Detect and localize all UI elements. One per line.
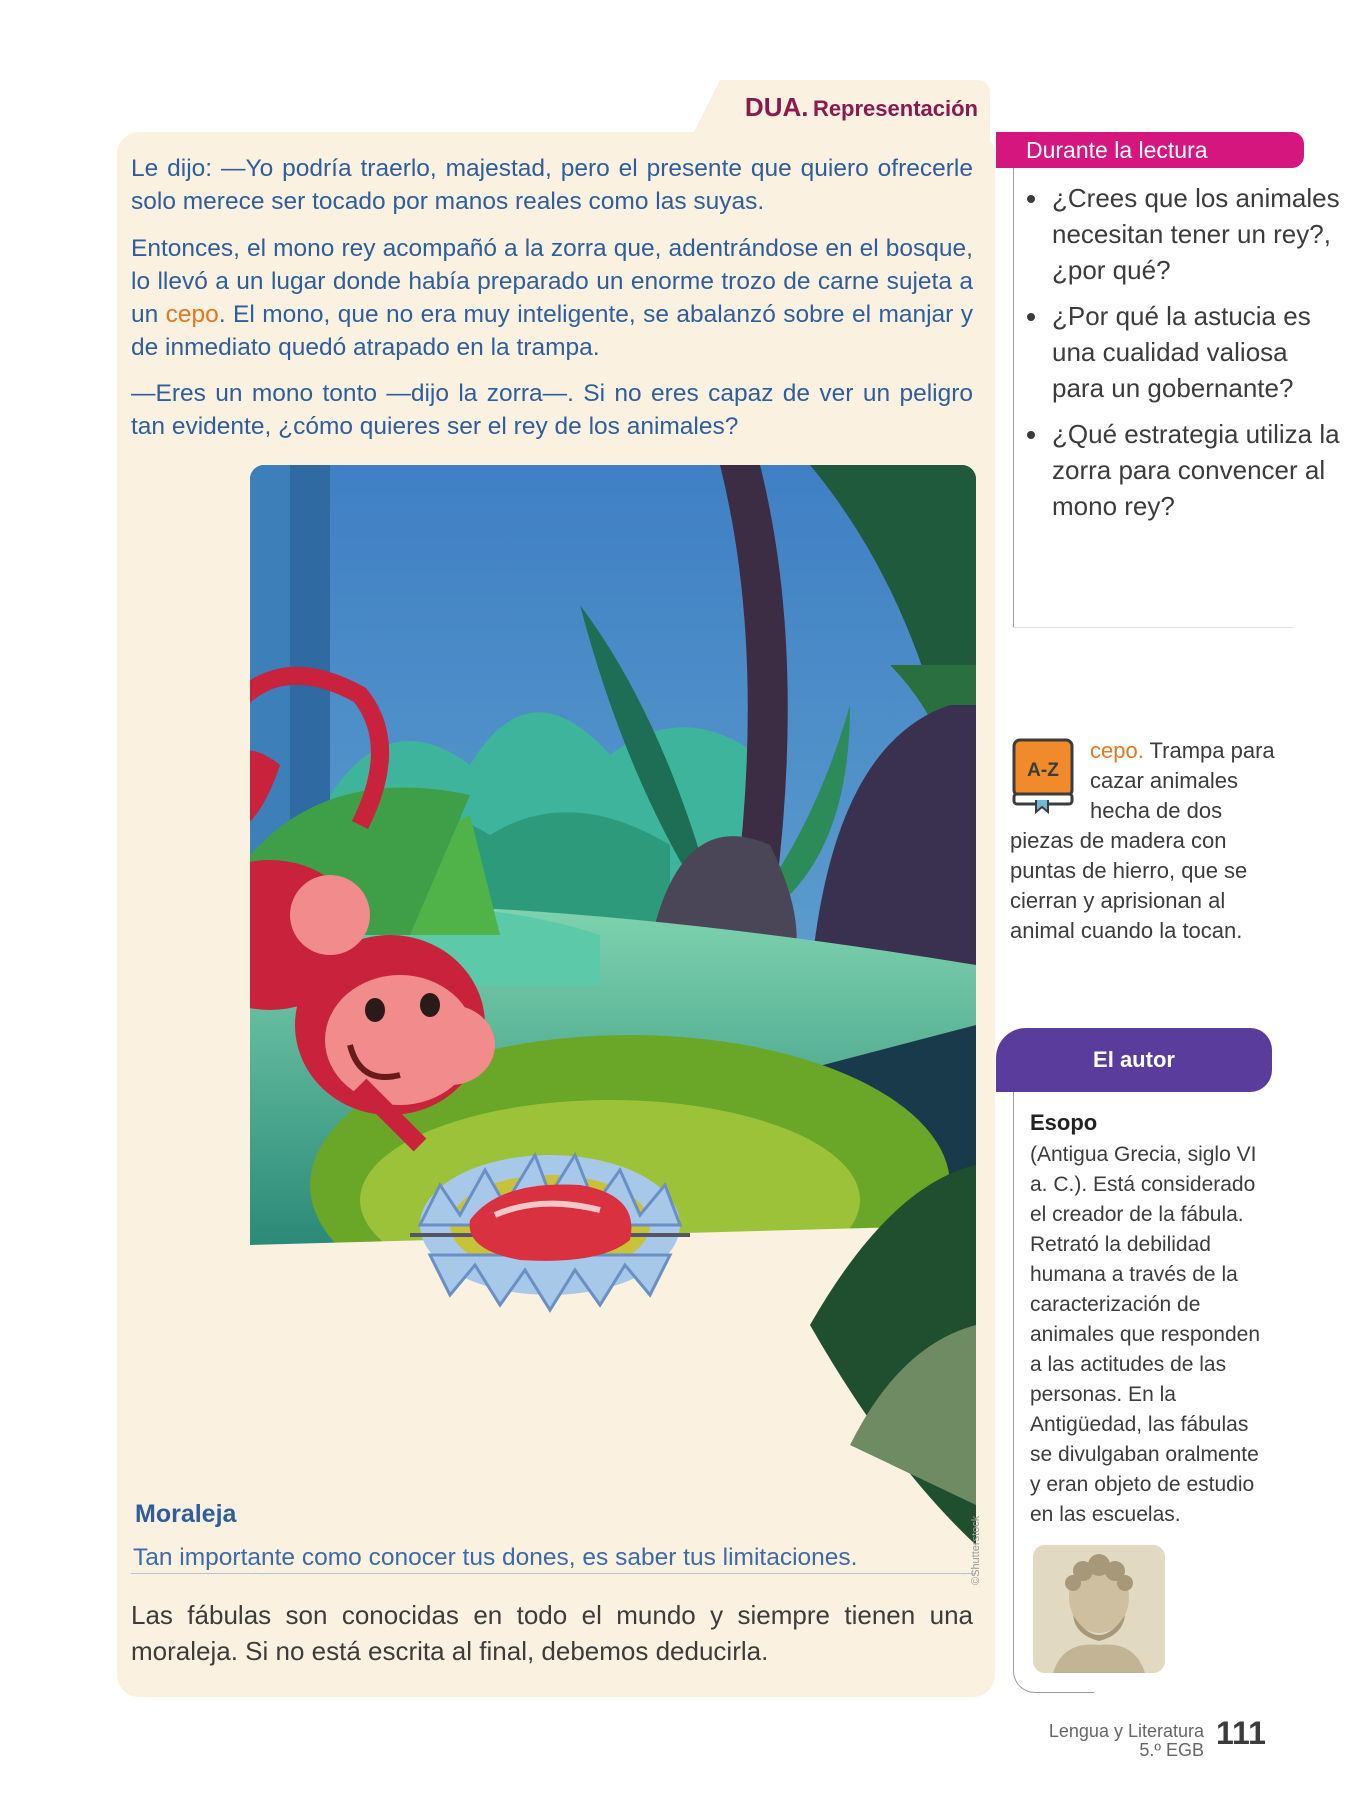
footer-grade: 5.º EGB bbox=[1139, 1740, 1204, 1760]
aesop-bust-image bbox=[1033, 1545, 1165, 1673]
durante-lectura-rule bbox=[1013, 168, 1014, 628]
story-paragraph-2 bbox=[131, 232, 973, 364]
glossary-definition: Trampa para cazar animales hecha de dos piezas de madera con puntas de hierro, que se cierran y aprisionan al animal cuando la tocan. bbox=[1010, 738, 1275, 943]
closing-paragraph: Las fábulas son conocidas en todo el mundo y siempre tienen una moraleja. Si no está escrita al final, debemos deducirla. bbox=[131, 1600, 973, 1666]
glossary-term: cepo. bbox=[1090, 738, 1144, 763]
durante-lectura-title: Durante la lectura bbox=[1026, 137, 1208, 163]
footer-subject-name: Lengua y Literatura bbox=[1048, 1721, 1204, 1741]
durante-lectura-rule-bottom bbox=[1013, 627, 1293, 628]
autor-header: El autor bbox=[996, 1028, 1272, 1092]
page-number: 111 bbox=[1216, 1715, 1266, 1751]
dua-type: Representación bbox=[812, 96, 978, 121]
question-list bbox=[1020, 180, 1340, 534]
image-credit: ©Shutterstock bbox=[970, 1515, 982, 1585]
dua-prefix: DUA. bbox=[744, 92, 809, 122]
monkey-trap-illustration bbox=[250, 465, 976, 1575]
glossary-entry bbox=[1010, 736, 1290, 946]
story-paragraph-1: Le dijo: —Yo podría traerlo, majestad, pero el presente que quiero ofrecerle solo merece ser tocado por manos reales como las suyas. bbox=[131, 155, 973, 215]
question-item: • ¿Crees que los animales necesitan tener un rey?, ¿por qué? bbox=[1050, 180, 1340, 288]
autor-name: Esopo bbox=[1030, 1110, 1098, 1135]
dua-label bbox=[700, 92, 978, 123]
footer-subject bbox=[1000, 1722, 1204, 1760]
story-text: Entonces, el mono rey acompañó a la zorra que, adentrándose en el bosque, lo llevó a un lugar donde había preparado un enorme trozo de carne sujeta a un bbox=[131, 235, 973, 328]
story-paragraph-3: —Eres un mono tonto —dijo la zorra—. Si no eres capaz de ver un peligro tan evidente, ¿cómo quieres ser el rey de los animales? bbox=[131, 380, 973, 440]
glossary-icon-label: A-Z bbox=[1027, 760, 1059, 781]
durante-lectura-header bbox=[996, 132, 1304, 168]
question-item: • ¿Por qué la astucia es una cualidad valiosa para un gobernante? bbox=[1050, 298, 1340, 406]
moraleja-underline bbox=[131, 1573, 976, 1574]
story-text: . El mono, que no era muy inteligente, se abalanzó sobre el manjar y de inmediato quedó atrapado en la trampa. bbox=[131, 301, 973, 361]
question-item: • ¿Qué estrategia utiliza la zorra para convencer al mono rey? bbox=[1050, 416, 1340, 524]
moraleja-text: Tan importante como conocer tus dones, es saber tus limitaciones. bbox=[133, 1544, 858, 1571]
glossary-book-icon bbox=[1010, 736, 1090, 822]
glossary-term-link: cepo bbox=[165, 301, 219, 328]
moraleja-title: Moraleja bbox=[135, 1500, 237, 1528]
autor-bio: (Antigua Grecia, siglo VI a. C.). Está considerado el creador de la fábula. Retrató la debilidad humana a través de la caracterización de animales que responden a las actitudes de las personas. En la Antigüedad, las fábulas se divulgaban oralmente y eran objeto de estudio en las escuelas. bbox=[1030, 1143, 1260, 1526]
